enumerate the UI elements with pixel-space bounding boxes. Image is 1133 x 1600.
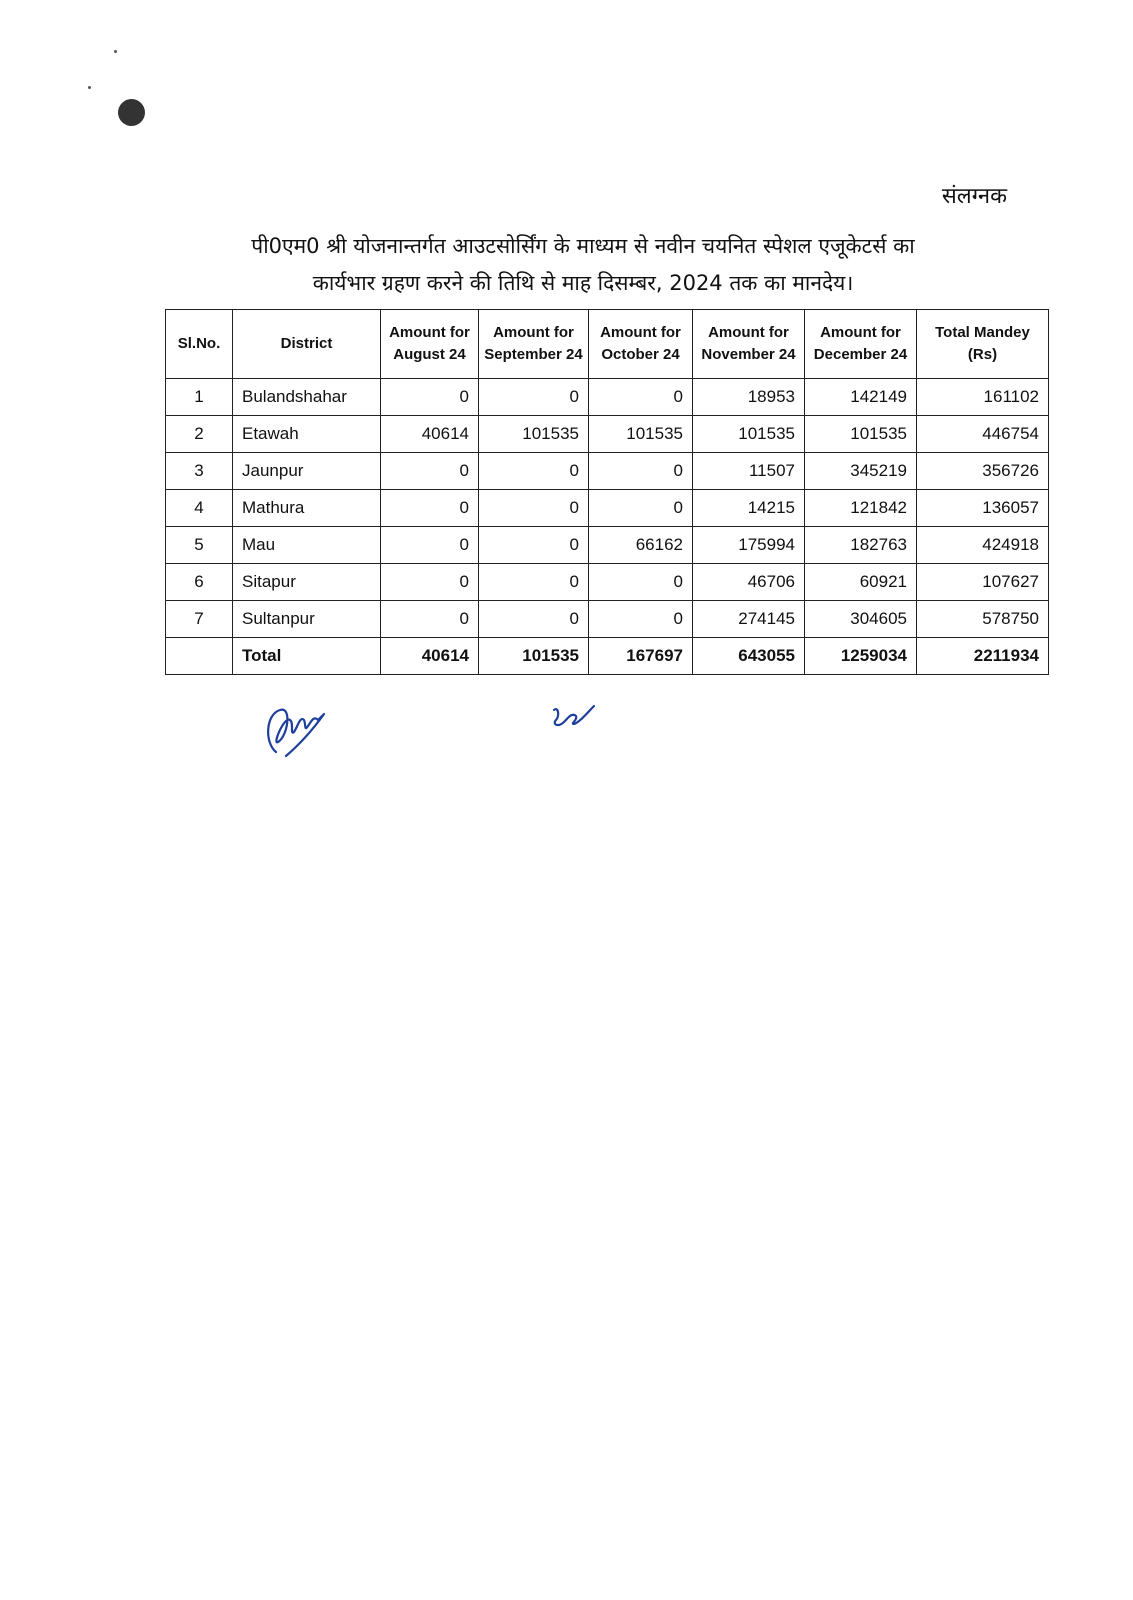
cell-total: 161102 [917, 379, 1049, 416]
cell-october: 0 [589, 564, 693, 601]
cell-november: 101535 [693, 416, 805, 453]
cell-december: 60921 [805, 564, 917, 601]
scan-speck [114, 50, 117, 53]
cell-september: 0 [479, 453, 589, 490]
header-total-mandey: Total Mandey (Rs) [917, 310, 1049, 379]
cell-sl: 4 [166, 490, 233, 527]
cell-september: 0 [479, 564, 589, 601]
cell-august: 0 [381, 453, 479, 490]
cell-october: 0 [589, 601, 693, 638]
cell-august: 0 [381, 564, 479, 601]
scan-speck [88, 86, 91, 89]
table-row [166, 379, 1049, 416]
cell-sl: 1 [166, 379, 233, 416]
cell-district: Bulandshahar [233, 379, 381, 416]
cell-december: 345219 [805, 453, 917, 490]
title-line-1: पी0एम0 श्री योजनान्तर्गत आउटसोर्सिंग के माध्यम से नवीन चयनित स्पेशल एजूकेटर्स का [251, 234, 915, 258]
cell-september: 101535 [479, 416, 589, 453]
table-row [166, 416, 1049, 453]
header-sl-no: Sl.No. [166, 310, 233, 379]
cell-sl: 6 [166, 564, 233, 601]
total-december: 1259034 [805, 638, 917, 675]
cell-august: 0 [381, 490, 479, 527]
cell-december: 101535 [805, 416, 917, 453]
punch-hole [118, 99, 145, 126]
cell-total: 424918 [917, 527, 1049, 564]
cell-august: 0 [381, 527, 479, 564]
table-header-row [166, 310, 1049, 379]
cell-sl: 5 [166, 527, 233, 564]
grand-total: 2211934 [917, 638, 1049, 675]
header-august: Amount for August 24 [381, 310, 479, 379]
cell-september: 0 [479, 601, 589, 638]
table-row [166, 527, 1049, 564]
cell-october: 0 [589, 453, 693, 490]
annex-label: संलग्नक [941, 184, 1007, 209]
cell-total: 136057 [917, 490, 1049, 527]
total-september: 101535 [479, 638, 589, 675]
cell-november: 46706 [693, 564, 805, 601]
cell-november: 14215 [693, 490, 805, 527]
header-december: Amount for December 24 [805, 310, 917, 379]
mandey-table [165, 309, 1049, 675]
signature-2 [548, 702, 598, 732]
total-november: 643055 [693, 638, 805, 675]
cell-august: 0 [381, 379, 479, 416]
cell-december: 304605 [805, 601, 917, 638]
table-row [166, 564, 1049, 601]
total-label: Total [233, 638, 381, 675]
signature-1 [258, 702, 344, 762]
total-october: 167697 [589, 638, 693, 675]
cell-sl: 7 [166, 601, 233, 638]
total-row [166, 638, 1049, 675]
cell-sl: 3 [166, 453, 233, 490]
cell-october: 0 [589, 490, 693, 527]
header-september: Amount for September 24 [479, 310, 589, 379]
document-title [200, 228, 966, 302]
total-august: 40614 [381, 638, 479, 675]
header-october: Amount for October 24 [589, 310, 693, 379]
cell-october: 0 [589, 379, 693, 416]
cell-total: 356726 [917, 453, 1049, 490]
title-line-2: कार्यभार ग्रहण करने की तिथि से माह दिसम्बर, 2024 तक का मानदेय। [312, 271, 854, 295]
cell-november: 175994 [693, 527, 805, 564]
cell-total: 446754 [917, 416, 1049, 453]
cell-december: 182763 [805, 527, 917, 564]
cell-district: Sultanpur [233, 601, 381, 638]
header-november: Amount for November 24 [693, 310, 805, 379]
cell-sl: 2 [166, 416, 233, 453]
cell-district: Mathura [233, 490, 381, 527]
cell-october: 101535 [589, 416, 693, 453]
cell-total: 107627 [917, 564, 1049, 601]
table-row [166, 453, 1049, 490]
cell-november: 18953 [693, 379, 805, 416]
table-row [166, 601, 1049, 638]
cell-october: 66162 [589, 527, 693, 564]
cell-august: 0 [381, 601, 479, 638]
cell-november: 11507 [693, 453, 805, 490]
table-row [166, 490, 1049, 527]
cell-september: 0 [479, 527, 589, 564]
cell-september: 0 [479, 379, 589, 416]
cell-district: Etawah [233, 416, 381, 453]
cell-sl-empty [166, 638, 233, 675]
cell-august: 40614 [381, 416, 479, 453]
header-district: District [233, 310, 381, 379]
cell-district: Sitapur [233, 564, 381, 601]
cell-september: 0 [479, 490, 589, 527]
cell-december: 142149 [805, 379, 917, 416]
cell-november: 274145 [693, 601, 805, 638]
cell-district: Jaunpur [233, 453, 381, 490]
cell-district: Mau [233, 527, 381, 564]
cell-total: 578750 [917, 601, 1049, 638]
cell-december: 121842 [805, 490, 917, 527]
